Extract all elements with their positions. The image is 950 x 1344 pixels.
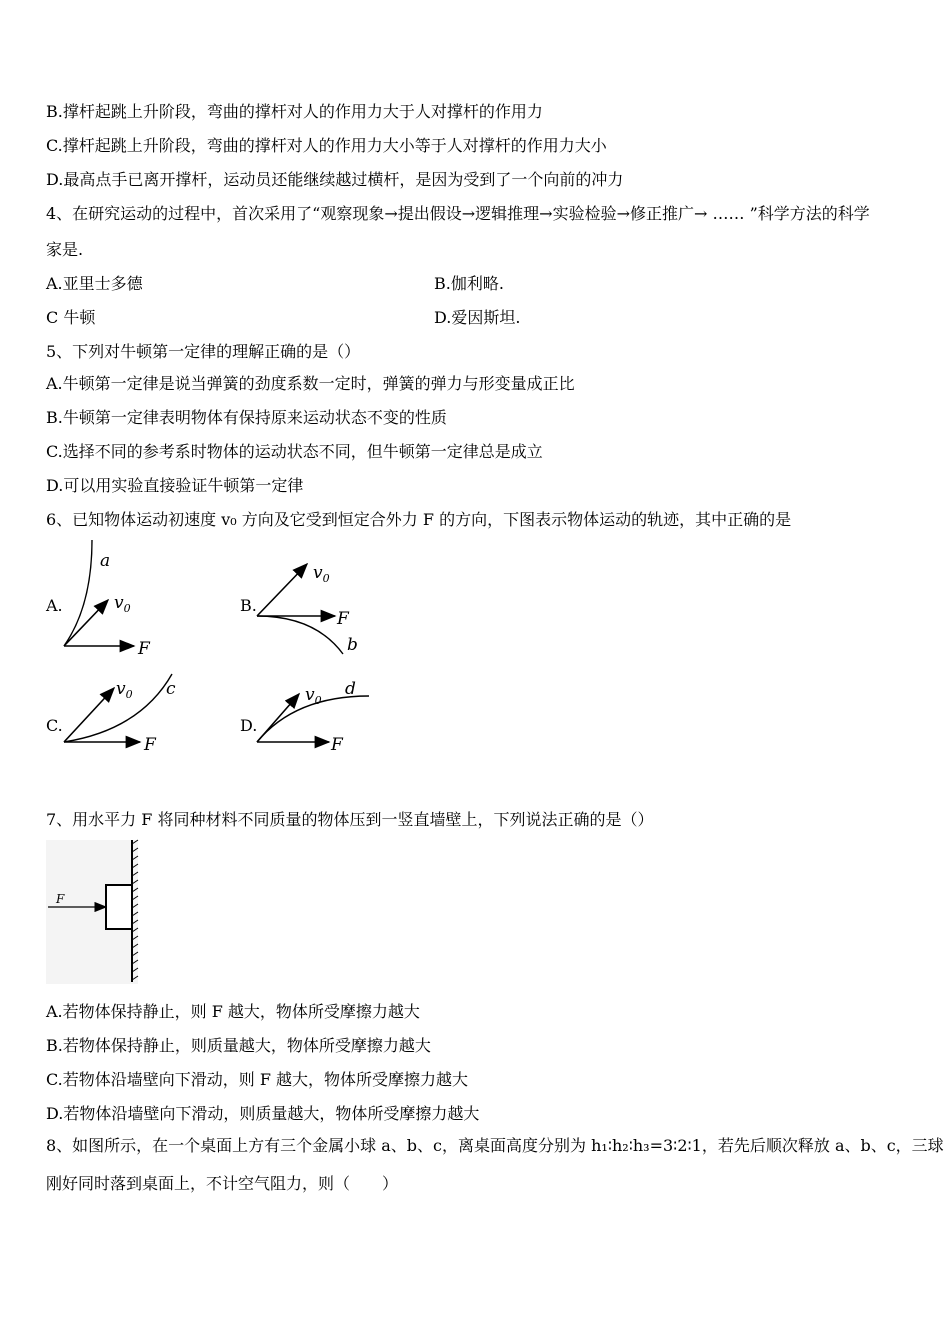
q7-stem: 7、用水平力 F 将同种材料不同质量的物体压到一竖直墙壁上，下列说法正确的是（） (46, 810, 654, 829)
f-label-b: F (337, 609, 349, 629)
v0-sub-a: 0 (123, 602, 131, 615)
v0-label-a: v (114, 593, 124, 613)
q4-option-b: B.伽利略. (434, 274, 504, 293)
q8-stem-cont: 刚好同时落到桌面上，不计空气阻力，则（ ） (46, 1174, 399, 1193)
q4-stem: 4、在研究运动的过程中，首次采用了“观察现象→提出假设→逻辑推理→实验检验→修正推广→ …… ”科学方法的科学 (46, 204, 870, 223)
f-label-a: F (138, 639, 150, 659)
v0-sub-d: 0 (314, 694, 322, 707)
q5-option-c: C.选择不同的参考系时物体的运动状态不同，但牛顿第一定律总是成立 (46, 442, 543, 461)
force-label: F (56, 892, 65, 906)
q4-stem-cont: 家是. (46, 240, 84, 259)
fig7-wall-diagram (46, 840, 146, 984)
fig6-label-d: D. (240, 716, 258, 735)
v0-arrow-c (64, 688, 114, 742)
q6-stem: 6、已知物体运动初速度 v₀ 方向及它受到恒定合外力 F 的方向，下图表示物体运动的轨迹，其中正确的是 (46, 510, 792, 529)
curve-label-a: a (100, 551, 111, 571)
q5-option-a: A.牛顿第一定律是说当弹簧的劲度系数一定时，弹簧的弹力与形变量成正比 (46, 374, 575, 393)
fig6-diagram-c (60, 672, 190, 756)
fig6-label-a: A. (46, 596, 63, 615)
q7-option-d: D.若物体沿墙壁向下滑动，则质量越大，物体所受摩擦力越大 (46, 1104, 480, 1123)
curve-label-d: d (345, 679, 356, 699)
q3-option-c: C.撑杆起跳上升阶段，弯曲的撑杆对人的作用力大小等于人对撑杆的作用力大小 (46, 136, 607, 155)
v0-label-c: v (116, 679, 126, 699)
q8-stem: 8、如图所示，在一个桌面上方有三个金属小球 a、b、c，离桌面高度分别为 h₁∶h₂∶h₃=3∶2∶1，若先后顺次释放 a、b、c，三球 (46, 1136, 944, 1155)
v0-sub-b: 0 (322, 572, 330, 585)
fig6-label-b: B. (240, 596, 257, 615)
q5-stem: 5、下列对牛顿第一定律的理解正确的是（） (46, 342, 361, 361)
q4-option-c: C 牛顿 (46, 308, 96, 327)
fig6-label-c: C. (46, 716, 63, 735)
svg-text:v0 (305, 685, 322, 707)
svg-text:v0 (116, 679, 133, 701)
fig6-diagram-a (60, 538, 160, 658)
f-label-c: F (144, 735, 156, 755)
q4-option-a: A.亚里士多德 (46, 274, 143, 293)
curve-label-c: c (166, 679, 176, 699)
svg-text:v0 (313, 563, 330, 585)
v0-label-b: v (313, 563, 323, 583)
curve-label-b: b (347, 635, 358, 655)
svg-text:v0 (114, 593, 131, 615)
fig6-diagram-b (255, 558, 365, 658)
block (106, 885, 132, 929)
q7-option-c: C.若物体沿墙壁向下滑动，则 F 越大，物体所受摩擦力越大 (46, 1070, 469, 1089)
fig6-diagram-d (255, 678, 375, 758)
q5-option-d: D.可以用实验直接验证牛顿第一定律 (46, 476, 304, 495)
f-label-d: F (331, 735, 343, 755)
q3-option-d: D.最高点手已离开撑杆，运动员还能继续越过横杆，是因为受到了一个向前的冲力 (46, 170, 624, 189)
trajectory-a (64, 540, 92, 646)
v0-arrow-d (257, 694, 299, 742)
trajectory-b (257, 616, 343, 654)
q7-option-b: B.若物体保持静止，则质量越大，物体所受摩擦力越大 (46, 1036, 431, 1055)
q3-option-b: B.撑杆起跳上升阶段，弯曲的撑杆对人的作用力大于人对撑杆的作用力 (46, 102, 543, 121)
v0-arrow-a (64, 600, 108, 646)
q4-option-d: D.爱因斯坦. (434, 308, 521, 327)
q7-option-a: A.若物体保持静止，则 F 越大，物体所受摩擦力越大 (46, 1002, 420, 1021)
v0-sub-c: 0 (125, 688, 133, 701)
q5-option-b: B.牛顿第一定律表明物体有保持原来运动状态不变的性质 (46, 408, 447, 427)
v0-arrow-b (257, 564, 307, 616)
v0-label-d: v (305, 685, 315, 705)
